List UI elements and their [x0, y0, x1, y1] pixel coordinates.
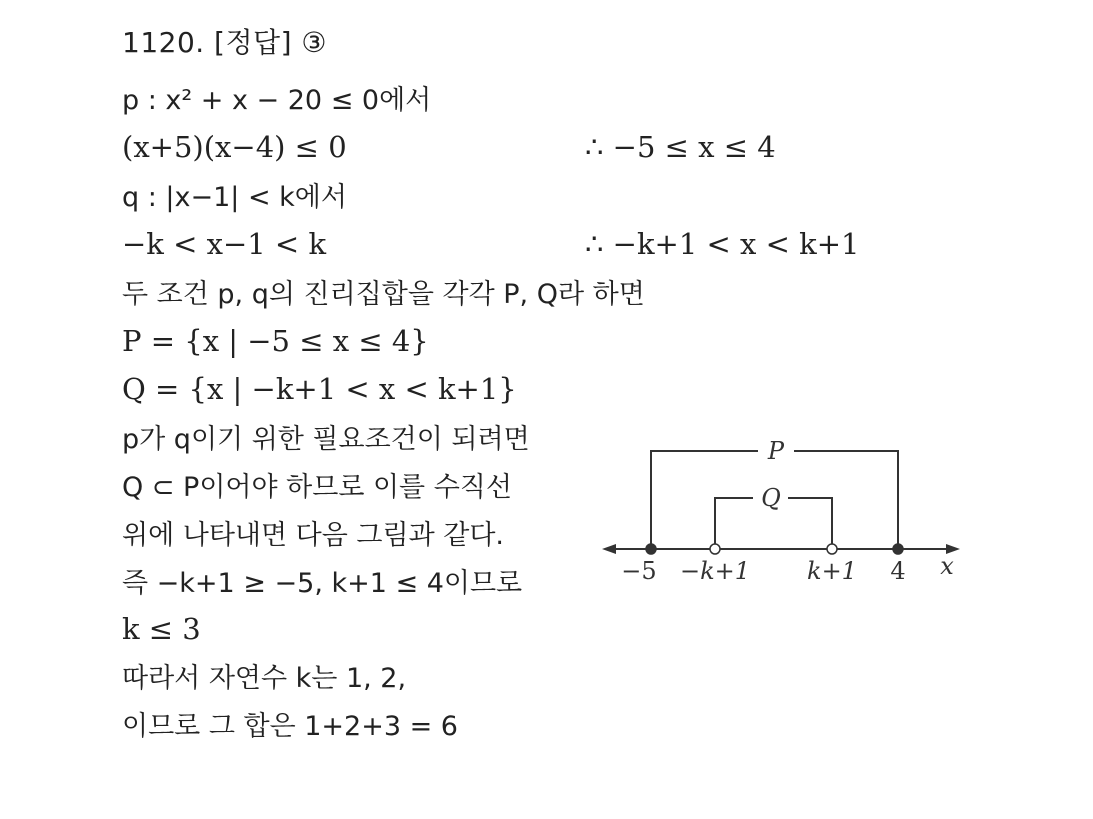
set-q-bracket — [715, 498, 753, 549]
point-minus-5 — [646, 544, 656, 554]
solution-line-11 — [122, 562, 522, 604]
axis-left-arrow — [602, 544, 616, 554]
tick-label-minus-k-plus-1: −k+1 — [679, 557, 751, 585]
axis-label-x: x — [940, 552, 954, 580]
solution-line-4-left: −k < x−1 < k — [122, 227, 327, 261]
solution-line-11-text: 즉 −k+1 ≥ −5, k+1 ≤ 4이므로 — [122, 568, 523, 599]
set-p-bracket — [651, 451, 758, 549]
set-q-label: Q — [761, 484, 781, 512]
tick-label-minus-5: −5 — [621, 557, 657, 585]
set-p-bracket-right — [794, 451, 898, 549]
solution-line-3 — [122, 176, 347, 218]
solution-line-5-text: 두 조건 p, q의 진리집합을 각각 P, Q라 하면 — [122, 279, 645, 310]
solution-line-7 — [122, 369, 517, 409]
number-line-diagram — [598, 420, 968, 595]
solution-line-8 — [122, 418, 530, 460]
solution-line-5 — [122, 273, 645, 315]
solution-line-14 — [122, 705, 458, 747]
solution-line-1 — [122, 79, 431, 121]
solution-line-4 — [122, 224, 860, 264]
solution-line-14-text: 이므로 그 합은 1+2+3 = 6 — [122, 711, 458, 742]
tick-label-4: 4 — [890, 557, 906, 585]
solution-line-2-left: (x+5)(x−4) ≤ 0 — [122, 130, 347, 164]
set-q-bracket-right — [788, 498, 832, 549]
point-k-plus-1 — [827, 544, 837, 554]
solution-line-8-text: p가 q이기 위한 필요조건이 되려면 — [122, 424, 530, 455]
solution-line-6-text: P = {x | −5 ≤ x ≤ 4} — [122, 324, 429, 358]
solution-line-9 — [122, 466, 512, 508]
solution-line-2-right: ∴ −5 ≤ x ≤ 4 — [585, 130, 776, 164]
tick-label-k-plus-1: k+1 — [807, 557, 857, 585]
point-minus-k-plus-1 — [710, 544, 720, 554]
solution-line-13 — [122, 657, 406, 699]
solution-line-6 — [122, 321, 429, 361]
solution-line-12-text: k ≤ 3 — [122, 612, 201, 646]
solution-line-9-text: Q ⊂ P이어야 하므로 이를 수직선 — [122, 472, 512, 503]
set-p-label: P — [767, 437, 785, 465]
solution-line-10-text: 위에 나타내면 다음 그림과 같다. — [122, 520, 504, 551]
problem-header: 1120. [정답] ③ — [122, 26, 328, 59]
solution-line-2 — [122, 127, 776, 167]
solution-line-4-right: ∴ −k+1 < x < k+1 — [585, 227, 860, 261]
solution-line-10 — [122, 514, 504, 556]
solution-line-1-text: p : x² + x − 20 ≤ 0에서 — [122, 85, 432, 116]
point-4 — [893, 544, 903, 554]
solution-line-3-text: q : |x−1| < k에서 — [122, 182, 347, 213]
solution-line-7-text: Q = {x | −k+1 < x < k+1} — [122, 372, 517, 406]
solution-line-13-text: 따라서 자연수 k는 1, 2, — [122, 663, 407, 694]
solution-line-12 — [122, 609, 201, 649]
